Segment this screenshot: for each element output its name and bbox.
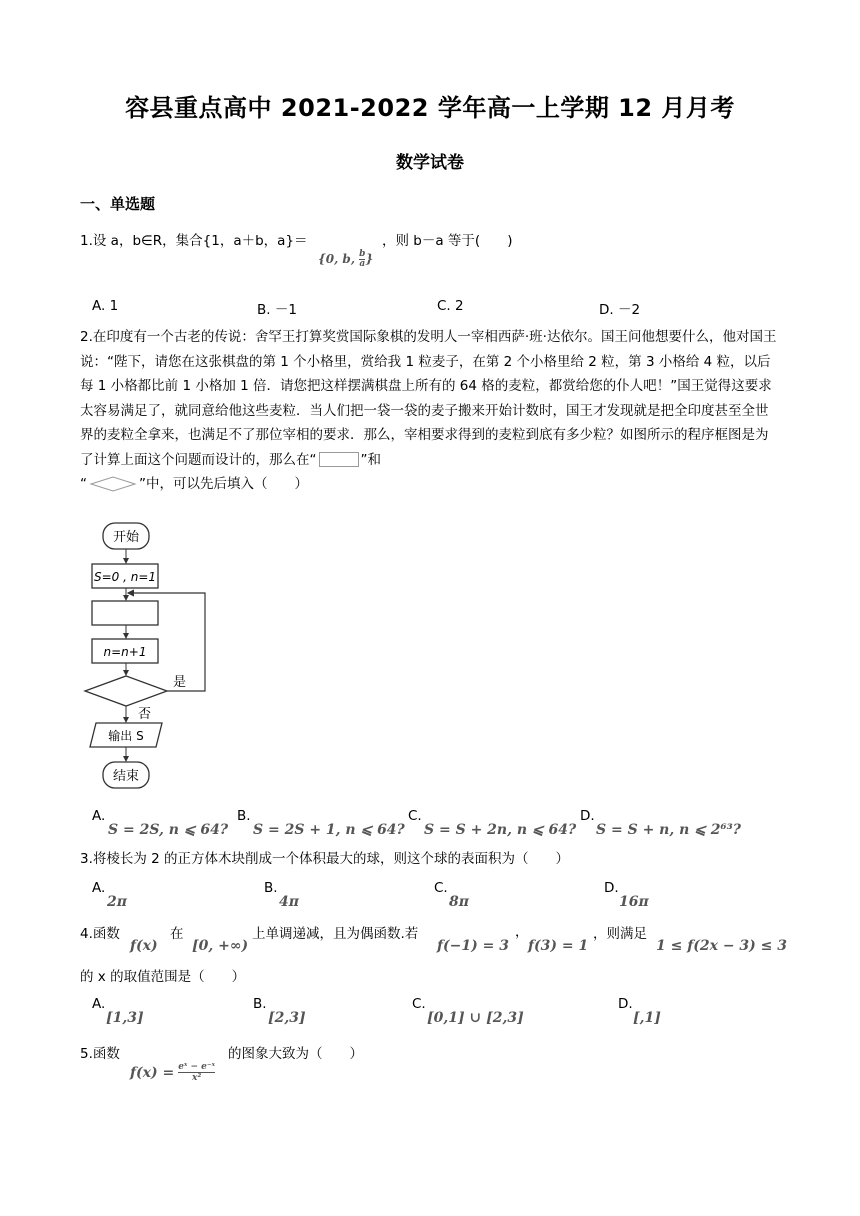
q3-option-a-label: A. <box>92 880 106 896</box>
flow-no-label: 否 <box>138 707 152 722</box>
q3-stem: 3.将棱长为 2 的正方体木块削成一个体积最大的球，则这个球的表面积为（ ） <box>80 851 570 867</box>
q1-set-open: {0, b, <box>318 252 360 266</box>
flowchart <box>80 518 220 794</box>
q4-option-d-expr: [,1] <box>633 1010 661 1026</box>
q2-option-b-expr: S = 2S + 1, n ⩽ 64? <box>253 822 405 838</box>
q1-option-b: B. －1 <box>257 302 297 318</box>
flow-init-label: S=0 , n=1 <box>93 570 157 584</box>
q5-lhs: f(x) = <box>130 1064 175 1081</box>
flow-update-label: n=n+1 <box>103 645 147 659</box>
q3-option-d-expr: 16π <box>619 894 649 910</box>
q2-option-d-expr: S = S + n, n ⩽ 2⁶³? <box>596 822 741 838</box>
q5-stem-start: 5.函数 <box>80 1046 120 1062</box>
q4-option-a-expr: [1,3] <box>106 1010 144 1026</box>
q2-text-quote: “ <box>80 476 87 492</box>
q1-fraction-denominator: a <box>359 259 366 269</box>
q2-option-a-expr: S = 2S, n ⩽ 64? <box>108 822 229 838</box>
q4-text-on: 在 <box>170 926 184 942</box>
flow-yes-loop-arrow <box>128 593 205 691</box>
q2-option-a-label: A. <box>92 808 106 824</box>
q4-text-satisfy: ，则满足 <box>593 926 647 942</box>
q3-option-c-label: C. <box>434 880 448 896</box>
q5-numerator: eˣ − e⁻ˣ <box>178 1062 216 1072</box>
q2-option-b-label: B. <box>237 808 251 824</box>
q3-option-a-expr: 2π <box>107 894 127 910</box>
q1-option-a: A. 1 <box>92 298 119 314</box>
q4-separator: ， <box>515 924 529 940</box>
q5-denominator: x² <box>191 1073 202 1083</box>
q4-function: f(x) <box>130 938 158 954</box>
q3-option-c-expr: 8π <box>449 894 469 910</box>
process-box-placeholder-icon <box>319 452 359 467</box>
document-subtitle: 数学试卷 <box>396 153 464 173</box>
q4-option-c-expr: [0,1] ∪ [2,3] <box>427 1010 524 1026</box>
q4-condition-1: f(−1) = 3 <box>437 938 509 954</box>
flow-output-label: 输出 S <box>108 729 144 743</box>
flow-blank-process-box <box>92 601 158 625</box>
q4-text-monotone: 上单调递减，且为偶函数.若 <box>252 926 419 942</box>
q1-option-d: D. －2 <box>599 302 641 318</box>
flow-end-label: 结束 <box>112 769 140 784</box>
document-title: 容县重点高中 2021-2022 学年高一上学期 12 月月考 <box>125 94 735 122</box>
q4-stem-end: 的 x 的取值范围是（ ） <box>80 969 246 985</box>
section-heading-single-choice: 一、单选题 <box>80 195 156 213</box>
flow-decision-diamond <box>85 676 167 706</box>
q2-text-mid: ”和 <box>360 451 381 468</box>
q4-option-c-label: C. <box>412 996 426 1012</box>
q2-stem <box>80 325 780 497</box>
q2-option-c-label: C. <box>408 808 422 824</box>
q2-text-end: ”中，可以先后填入（ ） <box>139 476 308 492</box>
q1-option-c: C. 2 <box>437 298 464 314</box>
q2-option-d-label: D. <box>580 808 595 824</box>
q3-option-b-expr: 4π <box>279 894 299 910</box>
q4-option-b-label: B. <box>253 996 267 1012</box>
q1-set-close: } <box>365 252 374 266</box>
q4-option-d-label: D. <box>618 996 633 1012</box>
q1-stem-start: 1.设 a，b∈R，集合{1，a＋b，a}＝ <box>80 233 308 249</box>
q1-set-expression <box>318 250 373 269</box>
q2-option-c-expr: S = S + 2n, n ⩽ 64? <box>424 822 577 838</box>
q5-fraction <box>178 1062 215 1083</box>
flow-yes-label: 是 <box>173 675 187 690</box>
q4-inequality: 1 ≤ f(2x − 3) ≤ 3 <box>656 938 788 954</box>
q4-interval: [0, +∞) <box>192 938 249 954</box>
q5-stem-end: 的图象大致为（ ） <box>228 1046 363 1062</box>
q2-text: 2.在印度有一个古老的传说：舍罕王打算奖赏国际象棋的发明人一宰相西萨·班·达依尔。国王问他想要什么，他对国王说：“陛下，请您在这张棋盘的第 1 个小格里，赏给我 1 粒麦子，在第 2 个小格里给 2 粒，第 3 小格给 4 粒，以后每 1 小格都比前 1 小格加 1 倍．请您把这样摆满棋盘上所有的 64 格的麦粒，都赏给您的仆人吧！”国王觉得这要求太容易满足了，就同意给他这些麦粒．当人们把一袋一袋的麦子搬来开始计数时，国王才发现就是把全印度甚至全世界的麦粒全拿来，也满足不了那位宰相的要求．那么，宰相要求得到的麦粒到底有多少粒？如图所示的程序框图是为了计算上面这个问题而设计的，那么在“ <box>80 329 777 468</box>
q4-option-b-expr: [2,3] <box>268 1010 306 1026</box>
q4-option-a-label: A. <box>92 996 106 1012</box>
q3-option-d-label: D. <box>604 880 619 896</box>
q1-stem-end: ，则 b－a 等于( ) <box>382 233 513 249</box>
q1-fraction-numerator: b <box>359 249 366 259</box>
q4-stem-start: 4.函数 <box>80 926 120 942</box>
q3-option-b-label: B. <box>264 880 278 896</box>
q4-condition-2: f(3) = 1 <box>528 938 589 954</box>
decision-diamond-placeholder-icon <box>89 475 137 493</box>
flow-start-label: 开始 <box>112 530 140 545</box>
q5-function-expression <box>130 1062 215 1083</box>
